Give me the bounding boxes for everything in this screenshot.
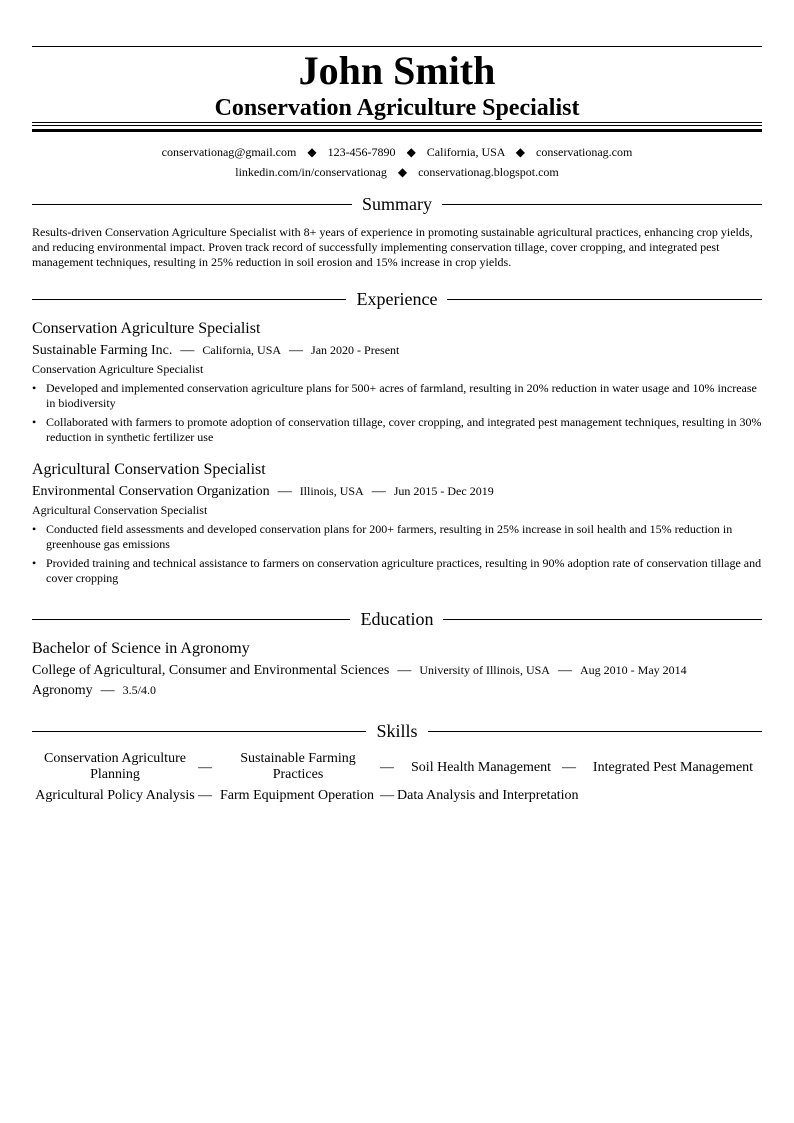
dash: — bbox=[180, 343, 195, 358]
dash: — bbox=[277, 484, 292, 499]
contact-phone: 123-456-7890 bbox=[327, 145, 396, 159]
education-degree: Bachelor of Science in Agronomy bbox=[32, 640, 250, 657]
education-field: Agronomy bbox=[32, 683, 93, 698]
dash: — bbox=[397, 663, 412, 678]
job-bullets bbox=[32, 381, 762, 449]
dash: — bbox=[198, 760, 212, 775]
diamond-icon: ◆ bbox=[397, 165, 408, 179]
contact-linkedin[interactable]: linkedin.com/in/conservationag bbox=[235, 165, 387, 179]
list-item: • Provided training and technical assistance to farmers on conservation agriculture practices, resulting in 90% adoption rate of conservation tillage and cover cropping bbox=[32, 556, 762, 585]
section-summary-heading bbox=[32, 193, 762, 217]
diamond-icon: ◆ bbox=[307, 145, 317, 159]
education-university: University of Illinois, USA bbox=[419, 663, 550, 677]
dash: — bbox=[100, 683, 115, 698]
job-company: Environmental Conservation Organization bbox=[32, 484, 270, 499]
section-title: Summary bbox=[352, 194, 442, 214]
candidate-name: John Smith bbox=[298, 48, 496, 93]
dash: — bbox=[380, 788, 394, 803]
skills-grid bbox=[32, 751, 762, 811]
bullet-icon: • bbox=[32, 556, 37, 570]
dash: — bbox=[562, 760, 576, 775]
job-company-line bbox=[32, 341, 399, 360]
job-company: Sustainable Farming Inc. bbox=[32, 343, 173, 358]
header-rule-2 bbox=[32, 125, 762, 126]
skill-item: Sustainable Farming Practices bbox=[240, 751, 356, 782]
diamond-icon: ◆ bbox=[406, 145, 416, 159]
summary-text: Results-driven Conservation Agriculture Specialist with 8+ years of experience in promoting sustainable agricultural practices, enhancing crop yields, and reducing environmental impact. Proven track record of successfully implementing conservation tillage, cover cropping, and integrated pest management techniques, resulting in 25% reduction in soil erosion and 15% increase in crop yields. bbox=[32, 225, 753, 269]
list-item: • Developed and implemented conservation agriculture plans for 500+ acres of farmland, resulting in 20% reduction in water usage and 10% increase in biodiversity bbox=[32, 381, 757, 410]
job-title: Conservation Agriculture Specialist bbox=[32, 320, 261, 337]
dash: — bbox=[380, 760, 394, 775]
bullet-icon: • bbox=[32, 381, 37, 395]
dash: — bbox=[198, 788, 212, 803]
header-rule-1 bbox=[32, 122, 762, 123]
contact-website[interactable]: conservationag.com bbox=[536, 145, 633, 159]
job-role: Conservation Agriculture Specialist bbox=[32, 362, 204, 376]
education-dates: Aug 2010 - May 2014 bbox=[579, 663, 687, 677]
skill-item: Integrated Pest Management bbox=[592, 760, 754, 775]
bullet-icon: • bbox=[32, 415, 37, 429]
job-dates: Jun 2015 - Dec 2019 bbox=[393, 484, 494, 498]
job-location: Illinois, USA bbox=[299, 484, 364, 498]
dash: — bbox=[289, 343, 304, 358]
dash: — bbox=[371, 484, 386, 499]
education-field-line bbox=[32, 681, 156, 700]
header-rule-3 bbox=[32, 129, 762, 132]
job-title: Agricultural Conservation Specialist bbox=[32, 461, 266, 478]
section-skills-heading bbox=[32, 720, 762, 744]
contact-location: California, USA bbox=[426, 145, 505, 159]
section-title: Education bbox=[351, 609, 444, 629]
job-bullets bbox=[32, 522, 762, 590]
skill-item: Agricultural Policy Analysis bbox=[35, 788, 195, 803]
section-title: Experience bbox=[347, 289, 448, 309]
diamond-icon: ◆ bbox=[515, 145, 526, 159]
contact-line-2 bbox=[32, 164, 762, 180]
contact-blog[interactable]: conservationag.blogspot.com bbox=[418, 165, 559, 179]
list-item: • Collaborated with farmers to promote adoption of conservation tillage, cover cropping, and integrated pest management techniques, resulting in 30% reduction in synthetic fertilizer use bbox=[32, 415, 762, 444]
contact-line-1 bbox=[32, 144, 762, 160]
education-gpa: 3.5/4.0 bbox=[122, 683, 157, 697]
job-dates: Jan 2020 - Present bbox=[311, 343, 400, 357]
candidate-title: Conservation Agriculture Specialist bbox=[214, 95, 580, 121]
section-experience-heading bbox=[32, 288, 762, 312]
job-role: Agricultural Conservation Specialist bbox=[32, 503, 208, 517]
skill-item: Data Analysis and Interpretation bbox=[397, 788, 579, 803]
job-location: California, USA bbox=[202, 343, 282, 357]
section-title: Skills bbox=[366, 721, 427, 741]
skill-item: Conservation Agriculture Planning bbox=[44, 751, 186, 782]
job-company-line bbox=[32, 482, 494, 501]
education-school-line bbox=[32, 661, 687, 680]
list-item: • Conducted field assessments and developed conservation plans for 200+ farmers, resulting in 25% increase in soil health and 15% reduction in greenhouse gas emissions bbox=[32, 522, 733, 551]
skill-item: Soil Health Management bbox=[411, 760, 551, 775]
contact-email[interactable]: conservationag@gmail.com bbox=[161, 145, 297, 159]
dash: — bbox=[557, 663, 572, 678]
education-school: College of Agricultural, Consumer and Environmental Sciences bbox=[32, 663, 390, 678]
bullet-icon: • bbox=[32, 522, 37, 536]
skill-item: Farm Equipment Operation bbox=[220, 788, 374, 803]
section-education-heading bbox=[32, 608, 762, 632]
